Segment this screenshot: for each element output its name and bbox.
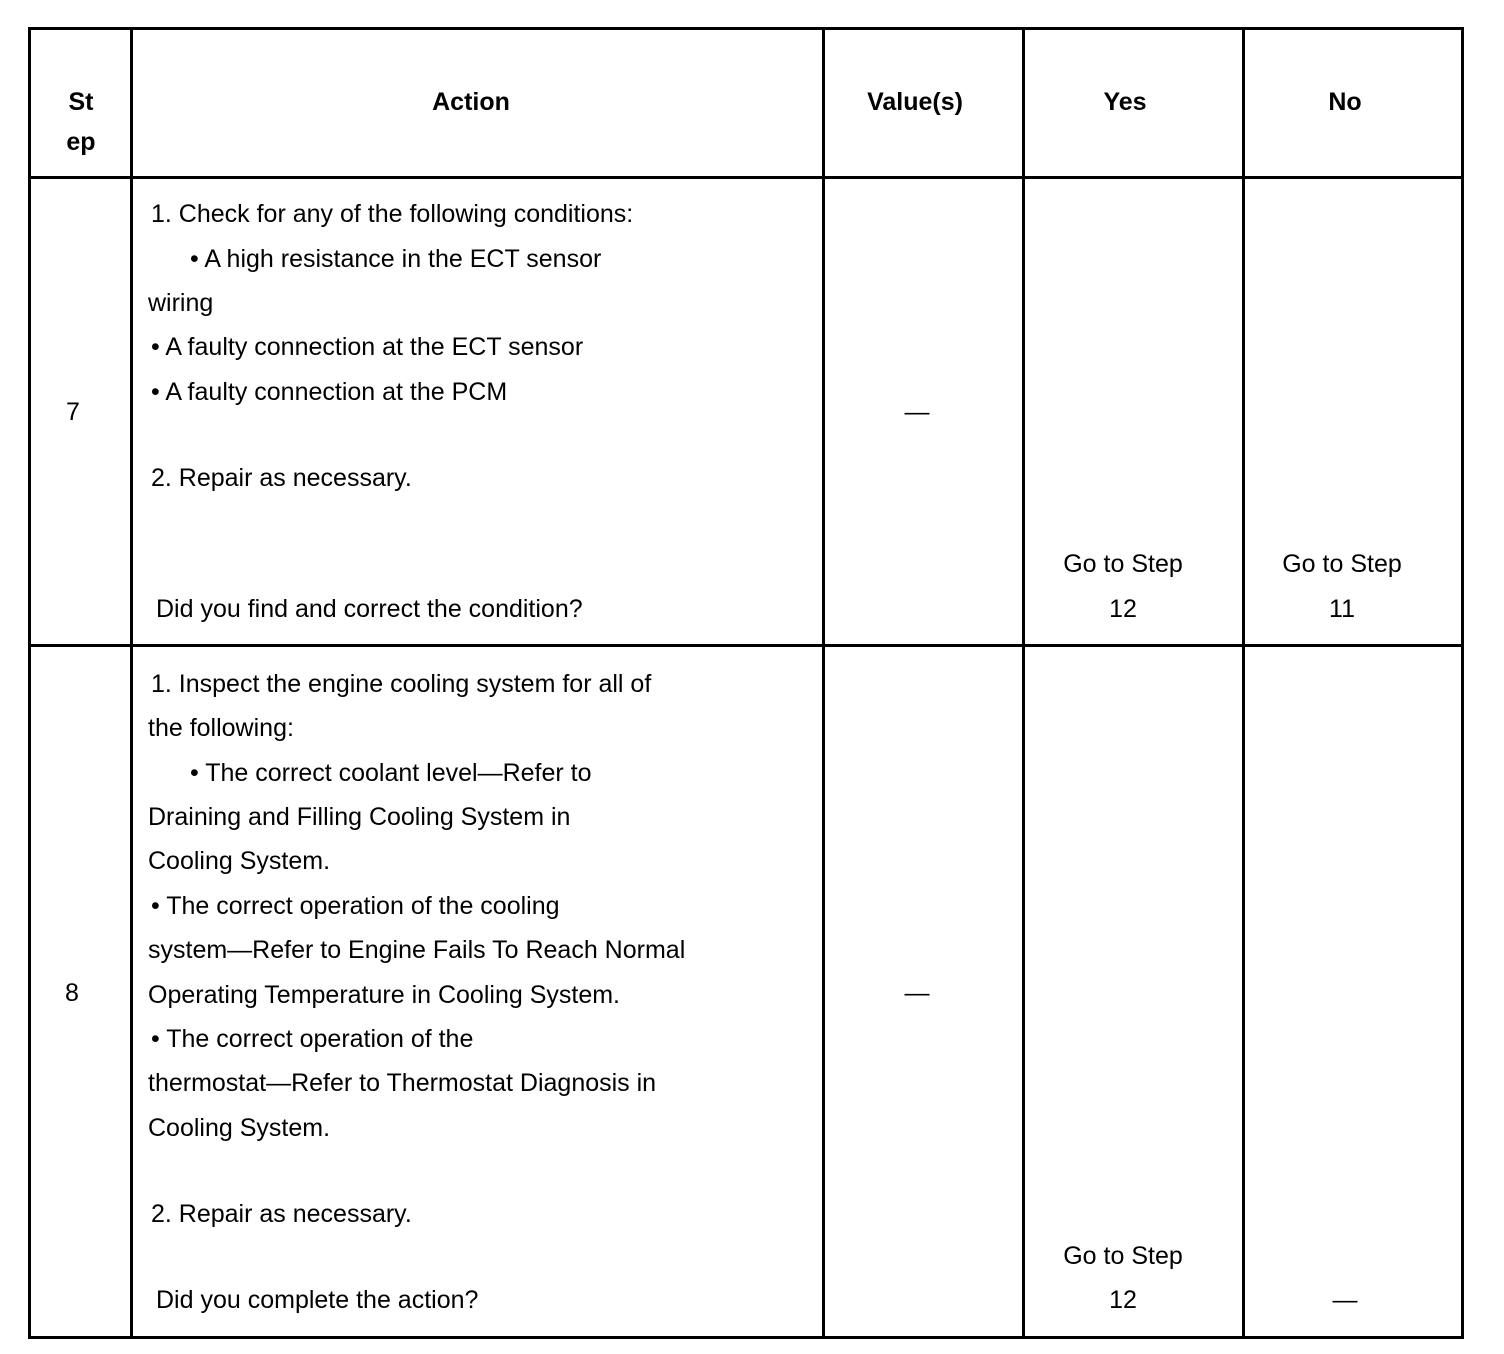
action-line: Operating Temperature in Cooling System.	[148, 981, 620, 1009]
header-step-line1: St	[68, 88, 94, 116]
action-line: 2. Repair as necessary.	[151, 464, 412, 492]
action-line: • The correct coolant level—Refer to	[190, 759, 592, 787]
action-line: thermostat—Refer to Thermostat Diagnosis in	[148, 1069, 657, 1097]
yes-target-line2: 12	[1109, 1286, 1137, 1314]
header-action: Action	[432, 88, 510, 116]
action-line: wiring	[148, 289, 214, 317]
header-values: Value(s)	[867, 88, 963, 116]
action-line: • A faulty connection at the PCM	[151, 378, 508, 406]
action-question: Did you find and correct the condition?	[156, 595, 583, 623]
yes-target-line2: 12	[1109, 595, 1137, 623]
yes-target-line1: Go to Step	[1063, 1242, 1183, 1270]
column-divider	[1022, 30, 1025, 1336]
action-line: Cooling System.	[148, 1114, 331, 1142]
value-dash: —	[904, 979, 930, 1007]
action-question: Did you complete the action?	[156, 1286, 479, 1314]
column-divider	[130, 30, 133, 1336]
header-no: No	[1328, 88, 1362, 116]
header-step-line2: ep	[66, 128, 96, 156]
action-line: • A faulty connection at the ECT sensor	[151, 333, 584, 361]
row-divider	[31, 176, 1461, 179]
value-dash: —	[904, 398, 930, 426]
action-line: the following:	[148, 714, 294, 742]
action-line: Draining and Filling Cooling System in	[148, 803, 571, 831]
action-line: • A high resistance in the ECT sensor	[190, 245, 602, 273]
row-divider	[31, 644, 1461, 647]
column-divider	[1242, 30, 1245, 1336]
action-line: 1. Inspect the engine cooling system for all of	[151, 670, 652, 698]
action-line: • The correct operation of the	[151, 1025, 474, 1053]
action-line: 1. Check for any of the following conditions:	[151, 200, 634, 228]
action-line: 2. Repair as necessary.	[151, 1200, 412, 1228]
no-target-line2: 11	[1329, 595, 1355, 623]
step-number: 7	[66, 398, 80, 426]
action-line: Cooling System.	[148, 847, 331, 875]
action-line: • The correct operation of the cooling	[151, 892, 560, 920]
no-dash: —	[1332, 1286, 1358, 1314]
action-line: system—Refer to Engine Fails To Reach Normal	[148, 936, 686, 964]
column-divider	[822, 30, 825, 1336]
step-number: 8	[65, 979, 79, 1007]
yes-target-line1: Go to Step	[1063, 550, 1183, 578]
no-target-line1: Go to Step	[1282, 550, 1402, 578]
header-yes: Yes	[1103, 88, 1147, 116]
